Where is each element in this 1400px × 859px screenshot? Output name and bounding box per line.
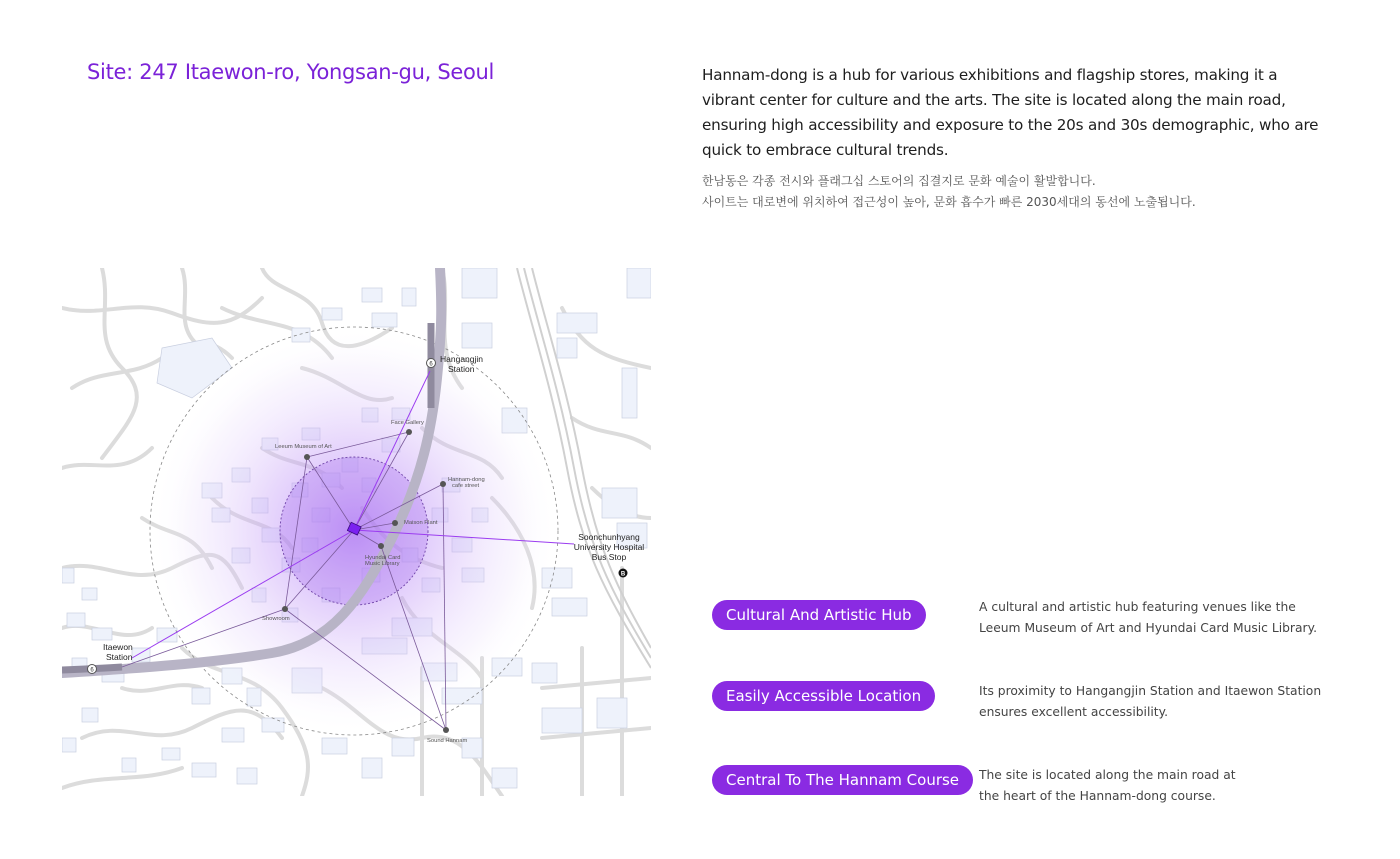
site-map-canvas: [62, 268, 651, 796]
itaewon-line-number: 6: [90, 667, 94, 674]
itaewon-label-2: Station: [106, 652, 133, 662]
label-sound-hannam: Sound Hannam: [427, 738, 468, 744]
cafe-street-dot: [440, 481, 446, 487]
site-title: Site: 247 Itaewon-ro, Yongsan-gu, Seoul: [87, 60, 495, 84]
hangangjin-label-1: Hangangjin: [440, 354, 484, 364]
bus-stop-badge: [619, 569, 628, 578]
label-music-library-1: Hyundai Card: [365, 555, 401, 561]
music-library-dot: [378, 543, 384, 549]
itaewon-station-badge: [88, 665, 97, 674]
description-korean-line-2: 사이트는 대로변에 위치하여 접근성이 높아, 문화 흡수가 빠른 2030세대의 동선에 노출됩니다.: [702, 195, 1196, 209]
label-cafe-street-1: Hannam-dong: [448, 477, 485, 483]
label-showroom: Showroom: [262, 616, 290, 622]
label-face-gallery: Face Gallery: [391, 420, 424, 426]
sound-hannam-dot: [443, 727, 449, 733]
label-maison-plant: Maison Plant: [404, 520, 438, 526]
bus-stop-badge-letter: B: [620, 571, 626, 578]
hangangjin-line-number: 6: [429, 361, 433, 368]
description-english: Hannam-dong is a hub for various exhibitions and flagship stores, making it a vibrant center for culture and the arts. The site is located along the main road, ensuring high accessibility and exposure to the 20s and 30s demographic, who are quick to embrace cultural trends.: [702, 66, 1319, 159]
feature-description-accessible-location: Its proximity to Hangangjin Station and Itaewon Station ensures excellent accessibility.: [979, 684, 1322, 719]
bus-stop-label-3: Bus Stop: [591, 552, 627, 562]
hangangjin-label-2: Station: [448, 364, 475, 374]
description-korean: [702, 171, 1342, 213]
itaewon-label-1: Itaewon: [103, 642, 133, 652]
maison-plant-dot: [392, 520, 398, 526]
bus-stop-label-1: Soonchunhyang: [578, 532, 640, 542]
label-music-library-2: Music Library: [365, 561, 400, 567]
feature-tag-accessible-location: Easily Accessible Location: [712, 681, 935, 711]
leeum-dot: [304, 454, 310, 460]
label-leeum: Leeum Museum of Art: [275, 444, 332, 450]
hangangjin-station-badge: [427, 359, 436, 368]
feature-description-cultural-hub: A cultural and artistic hub featuring venues like the Leeum Museum of Art and Hyundai Card Music Library.: [979, 600, 1318, 635]
face-gallery-dot: [406, 429, 412, 435]
description-korean-line-1: 한남동은 각종 전시와 플래그십 스토어의 집결지로 문화 예술이 활발합니다.: [702, 174, 1096, 188]
bus-stop-label-2: University Hospital: [573, 542, 645, 552]
showroom-dot: [282, 606, 288, 612]
site-map: [62, 268, 651, 796]
feature-description-central-hannam: The site is located along the main road at the heart of the Hannam-dong course.: [979, 768, 1236, 803]
label-cafe-street-2: cafe street: [452, 483, 480, 489]
feature-tag-cultural-hub: Cultural And Artistic Hub: [712, 600, 926, 630]
feature-tag-central-hannam: Central To The Hannam Course: [712, 765, 973, 795]
